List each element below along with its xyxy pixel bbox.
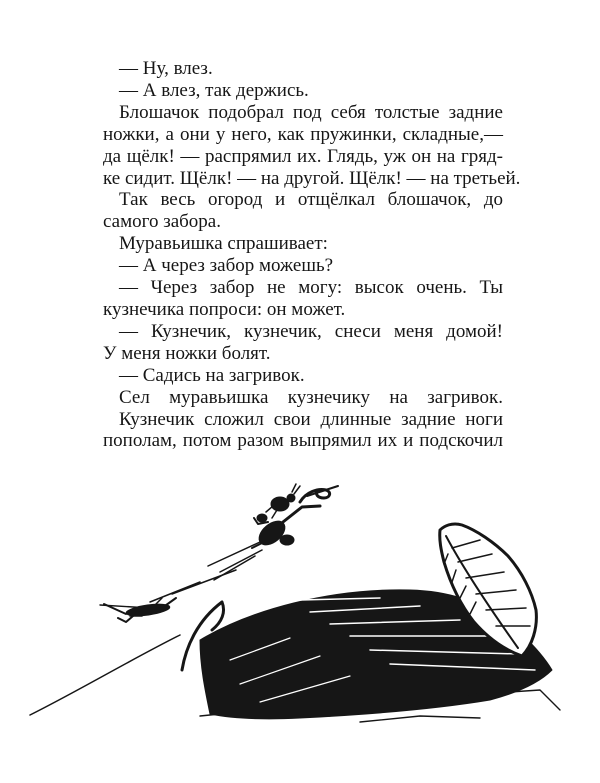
text-line: кузнечика попроси: он может. [103,298,346,320]
paragraph [103,255,503,277]
paragraph-cont [103,211,503,233]
paragraph-cont [103,430,503,452]
text-line: пополам, потом разом выпрямил их и подскочил [103,430,503,452]
paragraph [103,233,503,255]
paragraph [103,80,503,102]
text-line: Сел муравьишка кузнечику на загривок. [119,386,503,408]
paragraph [103,277,503,299]
text-line: Кузнечик сложил свои длинные задние ноги [119,408,503,430]
grasshopper-icon [104,598,176,622]
text-line: — А влез, так держись. [119,79,309,101]
paragraph [103,409,503,431]
text-line: — Кузнечик, кузнечик, снеси меня домой! [119,320,503,342]
text-line: — А через забор можешь? [119,255,334,277]
story-text [103,58,521,452]
paragraph [103,189,503,211]
paragraph [103,321,503,343]
text-line: — Ну, влез. [119,58,213,79]
text-line: У меня ножки болят. [103,342,271,364]
text-line: самого забора. [103,211,221,233]
text-line: да щёлк! — распрямил их. Глядь, уж он на гряд- [103,145,503,167]
text-line: ножки, а они у него, как пружинки, складные,— [103,123,503,145]
text-line: Так весь огород и отщёлкал блошачок, до [119,189,503,211]
text-line: Муравьишка спрашивает: [119,233,328,255]
paragraph-cont [103,146,503,168]
paragraph-cont [103,124,503,146]
paragraph [103,387,503,409]
grasshopper-ant-illustration [0,470,600,783]
grasshopper-with-ant-icon [252,484,338,550]
text-line: Блошачок подобрал под себя толстые задние [119,101,503,123]
paragraph [103,365,503,387]
paragraph [103,58,503,80]
paragraph-cont [103,167,521,190]
paragraph [103,102,503,124]
paragraph-cont [103,343,503,365]
motion-lines [150,542,262,602]
text-line: — Через забор не могу: высок очень. Ты [119,277,503,299]
ground-line [30,635,180,715]
paragraph-cont [103,299,503,321]
text-line: — Садись на загривок. [119,364,305,386]
text-line: ке сидит. Щёлк! — на другой. Щёлк! — на третьей. [103,167,521,189]
